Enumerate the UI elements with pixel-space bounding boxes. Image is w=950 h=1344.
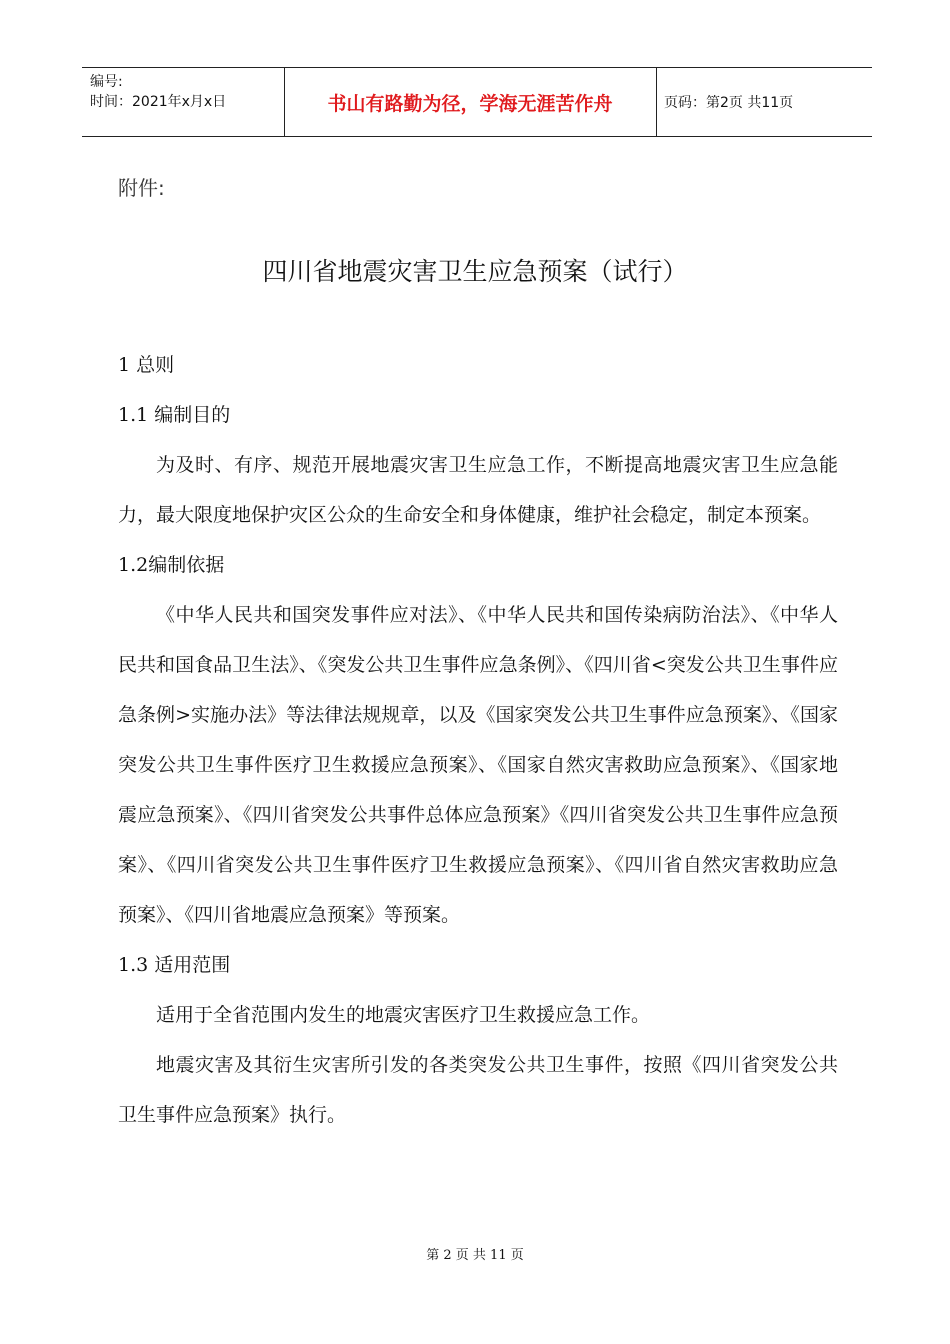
document-body	[118, 340, 838, 1140]
number-label: 编号:	[90, 74, 123, 90]
body-paragraph: 适用于全省范围内发生的地震灾害医疗卫生救援应急工作。	[156, 1004, 651, 1026]
section-heading: 1 总则	[118, 354, 175, 376]
header-page-info: 页码：第2页 共11页	[664, 95, 794, 111]
attachment-label: 附件:	[118, 176, 165, 200]
page-footer: 第 2 页 共 11 页	[426, 1248, 524, 1263]
header-divider	[656, 68, 657, 136]
page-header	[82, 67, 872, 137]
section-heading: 1.2编制依据	[118, 554, 225, 576]
body-paragraph: 《中华人民共和国突发事件应对法》、《中华人民共和国传染病防治法》、《中华人民共和国食品卫生法》、《突发公共卫生事件应急条例》、《四川省<突发公共卫生事件应急条例>实施办法》等法律法规规章，以及《国家突发公共卫生事件应急预案》、《国家突发公共卫生事件医疗卫生救援应急预案》、《国家自然灾害救助应急预案》、《国家地震应急预案》、《四川省突发公共事件总体应急预案》《四川省突发公共卫生事件应急预案》、《四川省突发公共卫生事件医疗卫生救援应急预案》、《四川省自然灾害救助应急预案》、《四川省地震应急预案》等预案。	[118, 604, 838, 926]
time-label: 时间：2021年x月x日	[90, 94, 227, 110]
header-motto: 书山有路勤为径，学海无涯苦作舟	[327, 92, 613, 115]
header-meta	[90, 72, 226, 112]
body-paragraph: 地震灾害及其衍生灾害所引发的各类突发公共卫生事件，按照《四川省突发公共卫生事件应急预案》执行。	[118, 1054, 838, 1126]
document-title: 四川省地震灾害卫生应急预案（试行）	[262, 257, 688, 286]
section-heading: 1.3 适用范围	[118, 954, 231, 976]
section-heading: 1.1 编制目的	[118, 404, 231, 426]
body-paragraph: 为及时、有序、规范开展地震灾害卫生应急工作，不断提高地震灾害卫生应急能力，最大限度地保护灾区公众的生命安全和身体健康，维护社会稳定，制定本预案。	[118, 454, 838, 526]
